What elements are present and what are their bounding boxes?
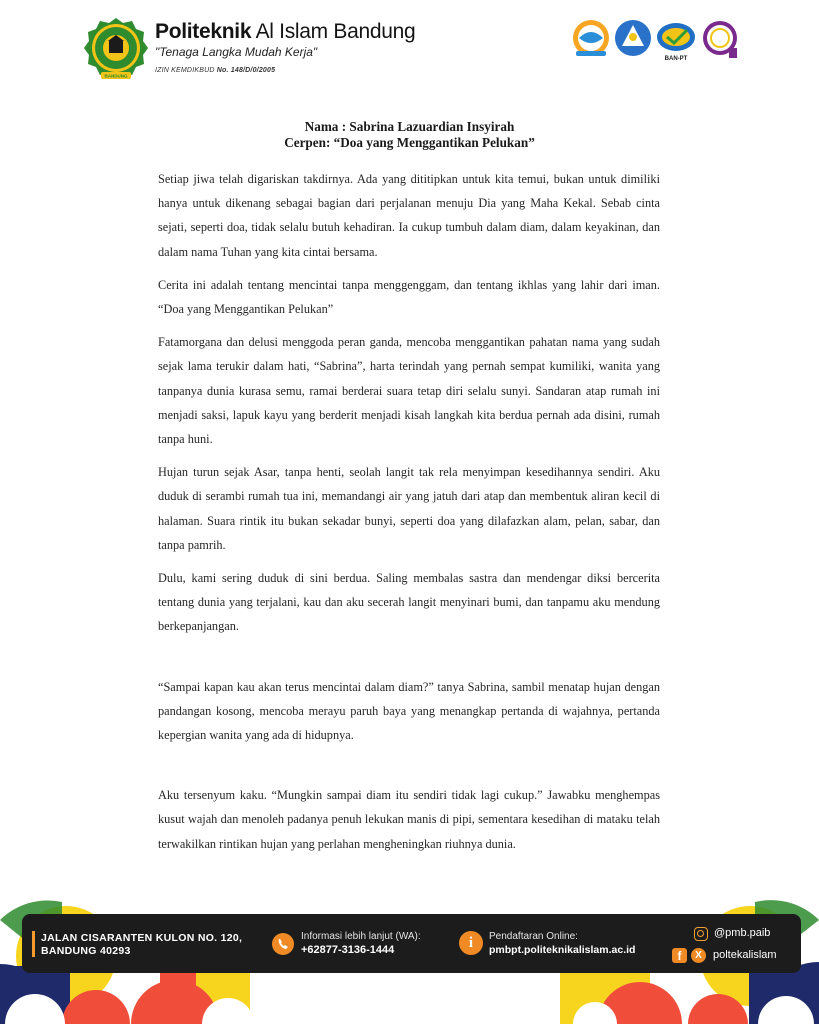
institution-logo: [83, 17, 149, 83]
tut-wuri-handayani-logo: [615, 20, 651, 56]
info-icon: i: [459, 931, 483, 955]
instagram-handle[interactable]: @pmb.paib: [714, 927, 771, 939]
ban-pt-logo: [657, 23, 695, 62]
whatsapp-icon: [271, 932, 295, 956]
partner-logos: [570, 18, 740, 62]
document-heading: [0, 119, 819, 151]
whatsapp-label: Informasi lebih lanjut (WA):: [301, 931, 421, 942]
x-twitter-icon: X: [691, 948, 706, 963]
instagram-icon: [694, 927, 708, 941]
registration-label: Pendaftaran Online:: [489, 931, 578, 942]
author-name: Nama : Sabrina Lazuardian Insyirah: [304, 119, 515, 134]
paragraph: Dulu, kami sering duduk di sini berdua. Saling membalas sastra dan mendengar diksi bercerita tentang dunia yang terjalani, kau dan aku secerah langit menyinari bumi, dan tanpamu aku mendung berkepanjangan.: [158, 571, 660, 634]
svg-text:BAN-PT: BAN-PT: [664, 56, 688, 62]
paragraph: Cerita ini adalah tentang mencintai tanpa menggenggam, dan tentang ikhlas yang lahir dari iman. “Doa yang Menggantikan Pelukan”: [158, 277, 660, 317]
institution-name: Politeknik Al Islam Bandung: [155, 20, 416, 43]
letterhead: [0, 0, 819, 100]
lam-logo: [703, 21, 737, 58]
social-handle[interactable]: poltekalislam: [713, 949, 777, 961]
kampus-merdeka-logo: [573, 20, 609, 56]
institution-tagline: "Tenaga Langka Mudah Kerja": [155, 45, 318, 59]
story-title: Cerpen: “Doa yang Menggantikan Pelukan”: [284, 135, 535, 150]
footer-contact-bar: [22, 914, 801, 973]
paragraph: Setiap jiwa telah digariskan takdirnya. Ada yang dititipkan untuk kita temui, bukan untuk dimiliki hanya untuk dikenang sebagai bagian dari perjalanan menuju Dia yang Maha Kekal. Sebab cinta sejati, seperti doa, tidak selalu butuh kehadiran. Ia cukup tumbuh dalam diam, dalam keyakinan, dan dalam nama Tuhan yang kita cintai bersama.: [158, 172, 660, 259]
license-number: IZIN KEMDIKBUD No. 148/D/0/2005: [155, 67, 276, 74]
campus-address: JALAN CISARANTEN KULON NO. 120, BANDUNG 40293: [41, 932, 243, 957]
paragraph: “Sampai kapan kau akan terus mencintai dalam diam?” tanya Sabrina, sambil menatap hujan dengan pandangan kosong, mencoba merayu paruh baya yang menangkap pertanda di wajahnya, pertanda kepergian wanita yang ada di hidupnya.: [158, 679, 660, 743]
paragraph: Fatamorgana dan delusi menggoda peran ganda, mencoba menggantikan pahatan nama yang sudah sejak lama terukir dalam hati, “Sabrina”, harta terindah yang pernah sempat kumiliki, wanita yang tanpanya dunia kurasa semu, ramai berderai suara tetap diri selalu sunyi. Sandaran atap rumah ini menjadi saksi, lapuk kayu yang berderit menjadi kisah langkah kita berdua pernah ada disini, rumah tanpa huni.: [158, 335, 660, 447]
registration-link[interactable]: pmbpt.politeknikalislam.ac.id: [489, 944, 636, 956]
facebook-icon: f: [672, 948, 687, 963]
logo-text: BANDUNG: [104, 73, 128, 79]
paragraph: Aku tersenyum kaku. “Mungkin sampai diam itu sendiri tidak lagi cukup.” Jawabku menghempas kusut wajah dan menoleh padanya penuh lekukan manis di pipi, sementara kesedihan di mataku telah terwakilkan rintikan hujan yang perlahan mengheningkan riuhnya dunia.: [158, 788, 660, 851]
whatsapp-number[interactable]: +62877-3136-1444: [301, 944, 395, 956]
paragraph: Hujan turun sejak Asar, tanpa henti, seolah langit tak rela menyimpan kesedihannya sendiri. Aku duduk di serambi rumah tua ini, memandangi air yang jatuh dari atap dan membentuk aliran kecil di halaman. Suara rintik itu bukan sekadar bunyi, seperti doa yang dilafazkan alam, pelan, sabar, dan tanpa pamrih.: [158, 465, 660, 552]
story-body: [158, 167, 660, 856]
address-accent: [32, 931, 35, 957]
